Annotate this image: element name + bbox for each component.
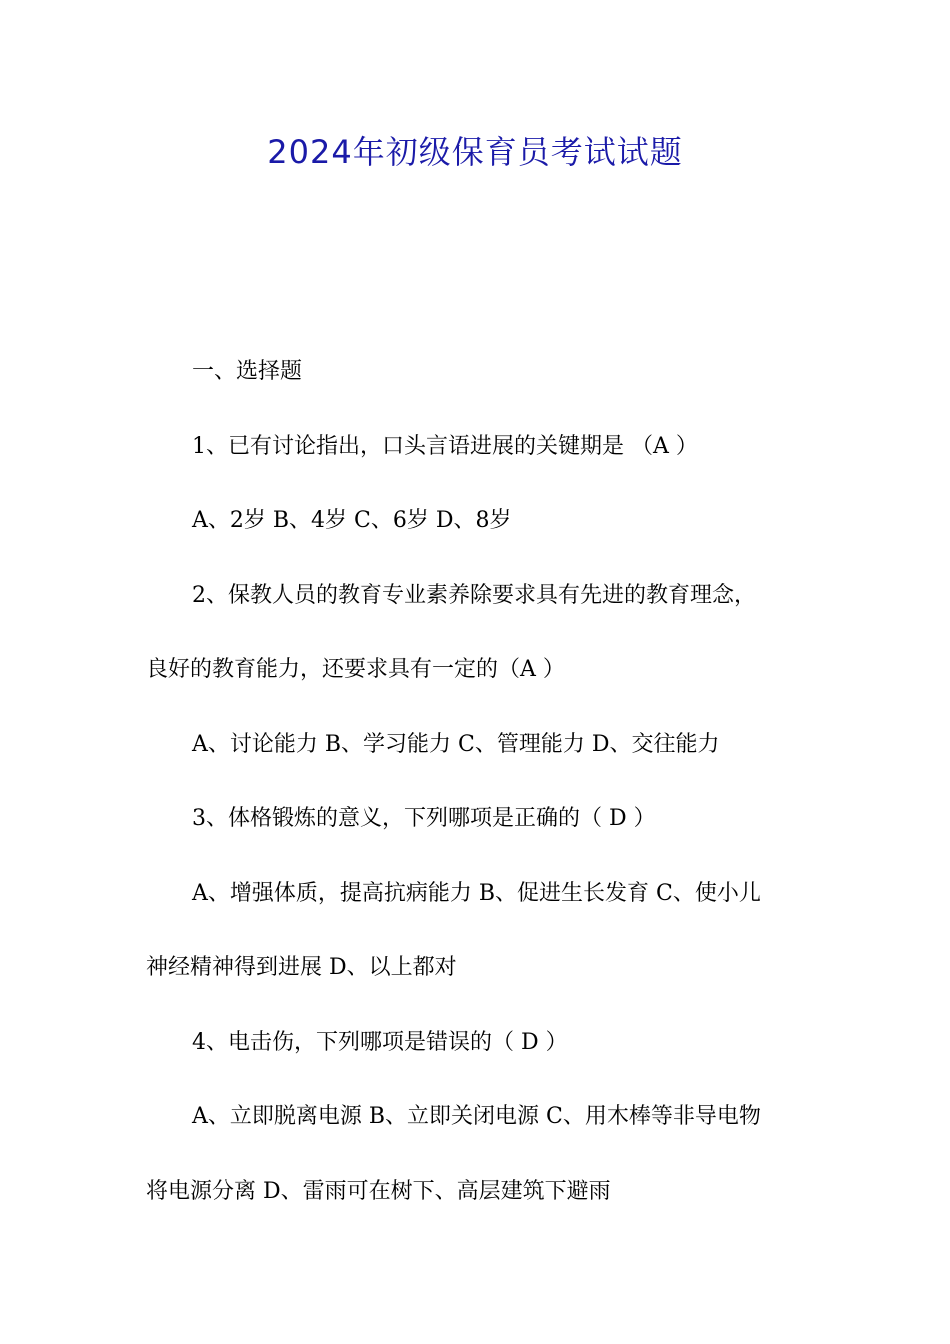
question-4: 4、电击伤，下列哪项是错误的（ D ）: [192, 1029, 568, 1055]
question-4-options-continued: 将电源分离 D、雷雨可在树下、高层建筑下避雨: [146, 1178, 611, 1204]
question-3-options-continued: 神经精神得到进展 D、以上都对: [146, 955, 457, 980]
question-3: 3、体格锻炼的意义，下列哪项是正确的（ D ）: [192, 806, 656, 831]
question-2: 2、保教人员的教育专业素养除要求具有先进的教育理念，: [192, 582, 756, 608]
question-1-options: A、2岁 B、4岁 C、6岁 D、8岁: [192, 508, 512, 533]
question-4-options: A、立即脱离电源 B、立即关闭电源 C、用木棒等非导电物: [192, 1104, 761, 1129]
document-body: [0, 335, 950, 1229]
question-2-continued: 良好的教育能力，还要求具有一定的（A ）: [146, 657, 565, 682]
document-title: 2024年初级保育员考试试题: [267, 133, 683, 171]
question-2-options: A、讨论能力 B、学习能力 C、管理能力 D、交往能力: [192, 731, 720, 757]
section-heading: 一、选择题: [192, 359, 303, 384]
question-1: 1、已有讨论指出，口头言语进展的关键期是 （A ）: [192, 433, 698, 459]
question-3-options: A、增强体质，提高抗病能力 B、促进生长发育 C、使小儿: [192, 880, 761, 906]
